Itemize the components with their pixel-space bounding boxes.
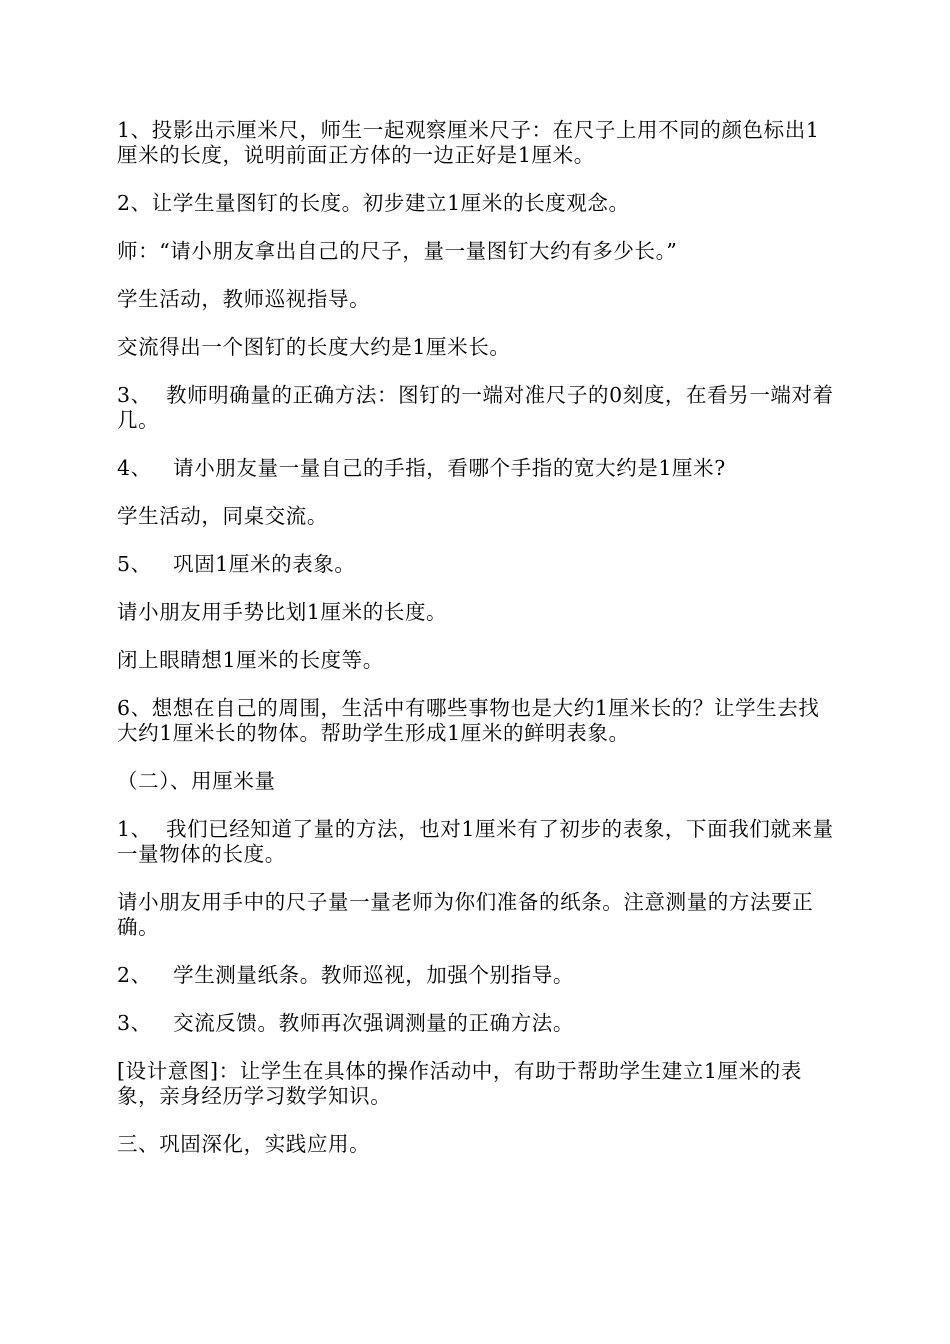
paragraph-4: 学生活动，教师巡视指导。	[117, 287, 371, 311]
paragraph-7: 4、 请小朋友量一量自己的手指，看哪个手指的宽大约是1厘米?	[117, 456, 726, 480]
paragraph-10: 请小朋友用手势比划1厘米的长度。	[117, 600, 448, 624]
section-heading-3: 三、巩固深化，实践应用。	[117, 1132, 371, 1156]
paragraph-1: 1、投影出示厘米尺，师生一起观察厘米尺子：在尺子上用不同的颜色标出1厘米的长度，说明前面正方体的一边正好是1厘米。	[117, 118, 820, 167]
paragraph-2: 2、让学生量图钉的长度。初步建立1厘米的长度观念。	[117, 191, 630, 215]
paragraph-3: 师：“请小朋友拿出自己的尺子，量一量图钉大约有多少长。”	[117, 239, 678, 263]
paragraph-14: 1、 我们已经知道了量的方法，也对1厘米有了初步的表象，下面我们就来量一量物体的长度。	[117, 817, 834, 866]
paragraph-6: 3、 教师明确量的正确方法：图钉的一端对准尺子的0刻度，在看另一端对着几。	[117, 383, 834, 432]
paragraph-8: 学生活动，同桌交流。	[117, 504, 328, 528]
paragraph-16: 2、 学生测量纸条。教师巡视，加强个别指导。	[117, 963, 574, 987]
paragraph-15: 请小朋友用手中的尺子量一量老师为你们准备的纸条。注意测量的方法要正确。	[117, 890, 814, 939]
paragraph-5: 交流得出一个图钉的长度大约是1厘米长。	[117, 335, 511, 359]
document-page	[117, 118, 839, 1180]
paragraph-11: 闭上眼睛想1厘米的长度等。	[117, 648, 384, 672]
design-intent-paragraph: [设计意图]：让学生在具体的操作活动中，有助于帮助学生建立1厘米的表象，亲身经历学习数学知识。	[117, 1059, 802, 1108]
paragraph-9: 5、 巩固1厘米的表象。	[117, 552, 356, 576]
paragraph-17: 3、 交流反馈。教师再次强调测量的正确方法。	[117, 1011, 574, 1035]
section-heading-2: （二）、用厘米量	[117, 769, 276, 793]
paragraph-12: 6、想想在自己的周围，生活中有哪些事物也是大约1厘米长的？让学生去找大约1厘米长的物体。帮助学生形成1厘米的鲜明表象。	[117, 696, 820, 745]
